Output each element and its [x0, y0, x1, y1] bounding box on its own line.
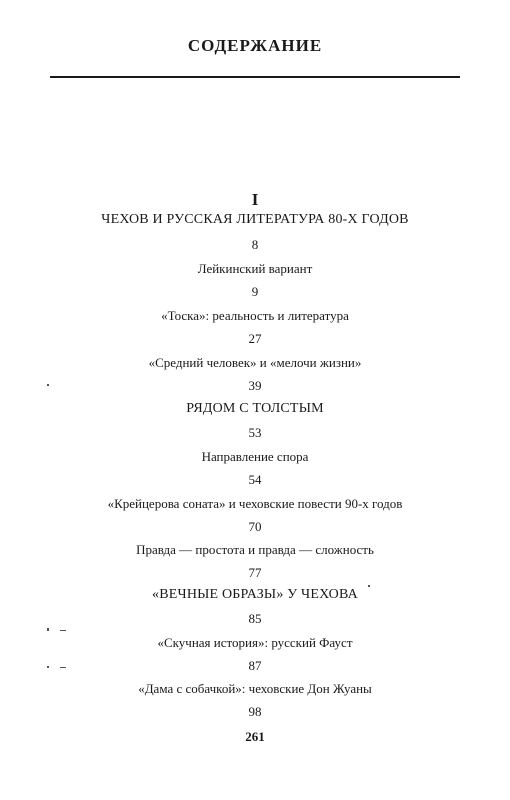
- page-number: 261: [245, 729, 265, 744]
- scan-speck: [60, 630, 66, 631]
- scan-speck: [60, 667, 66, 668]
- part-number: I: [251, 190, 259, 209]
- toc-entry-title: ЧЕХОВ И РУССКАЯ ЛИТЕРАТУРА 80-Х ГОДОВ: [101, 212, 409, 227]
- scan-speck: [47, 666, 49, 668]
- toc-entry-page: 85: [248, 611, 262, 626]
- toc-entry-title: «Тоска»: реальность и литература: [161, 308, 349, 323]
- toc-entry-title: «Средний человек» и «мелочи жизни»: [148, 355, 362, 370]
- toc-entry-page: 53: [248, 425, 262, 440]
- toc-entry-page: 9: [251, 284, 259, 299]
- toc-entry-title: Лейкинский вариант: [197, 261, 313, 276]
- toc-entry-page: 54: [248, 472, 262, 487]
- toc-entry-page: 98: [248, 704, 262, 719]
- toc-entry-page: 39: [248, 378, 262, 393]
- scan-speck: [368, 585, 370, 587]
- toc-entry-title: Правда — простота и правда — сложность: [136, 542, 374, 557]
- title-rule: [50, 76, 460, 78]
- toc-entry-title: «ВЕЧНЫЕ ОБРАЗЫ» У ЧЕХОВА: [152, 587, 358, 602]
- scan-speck: [47, 384, 49, 386]
- page-title: СОДЕРЖАНИЕ: [187, 36, 323, 55]
- toc-entry-page: 87: [248, 658, 262, 673]
- toc-entry-title: РЯДОМ С ТОЛСТЫМ: [186, 401, 324, 416]
- toc-entry-title: «Скучная история»: русский Фауст: [157, 635, 353, 650]
- toc-entry-title: «Дама с собачкой»: чеховские Дон Жуаны: [138, 681, 372, 696]
- scan-speck: [47, 628, 49, 631]
- toc-entry-title: «Крейцерова соната» и чеховские повести 90-х годов: [107, 496, 403, 511]
- toc-entry-page: 27: [248, 331, 262, 346]
- toc-entry-page: 70: [248, 519, 262, 534]
- toc-entry-title: Направление спора: [201, 449, 309, 464]
- toc-entry-page: 77: [248, 565, 262, 580]
- toc-entry-page: 8: [251, 237, 259, 252]
